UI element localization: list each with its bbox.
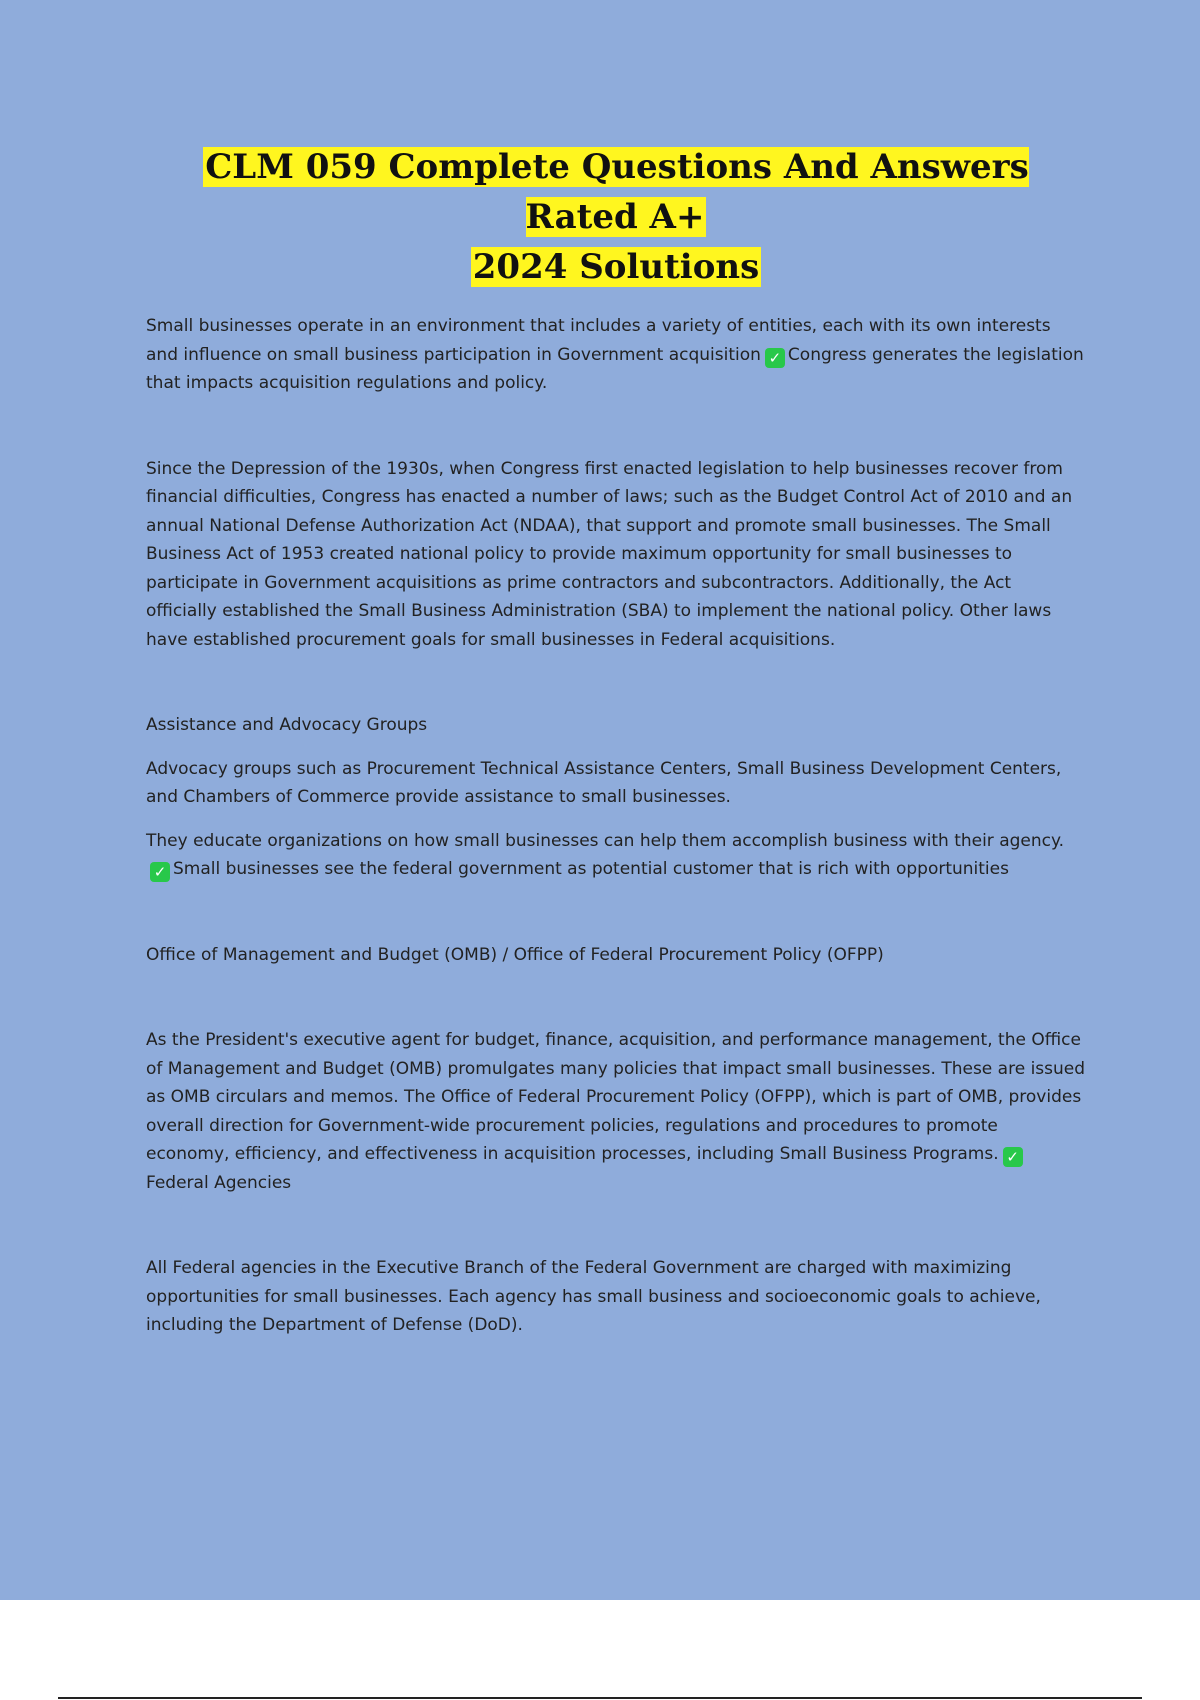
qa-paragraph-2 [146, 827, 1086, 884]
answer-text: Congress generates the legislation that impacts acquisition regulations and policy. [146, 344, 1084, 393]
document-title [146, 142, 1086, 292]
check-mark-icon: ✓ [765, 348, 785, 368]
check-mark-icon: ✓ [150, 862, 170, 882]
question-text: They educate organizations on how small businesses can help them accomplish business with their agency. [146, 830, 1065, 851]
paragraph-congress-laws: Since the Depression of the 1930s, when Congress first enacted legislation to help businesses recover from financial difficulties, Congress has enacted a number of laws; such as the Budget Control Act of 2010 and an annual National Defense Authorization Act (NDAA), that support and promote small businesses. The Small Business Act of 1953 created national policy to provide maximum opportunity for small businesses to participate in Government acquisitions as prime contractors and subcontractors. Additionally, the Act officially established the Small Business Administration (SBA) to implement the national policy. Other laws have established procurement goals for small businesses in Federal acquisitions. [146, 458, 1073, 650]
title-line-2: 2024 Solutions [472, 247, 760, 287]
section-heading-omb: Office of Management and Budget (OMB) / Office of Federal Procurement Policy (OFPP) [146, 944, 884, 965]
check-mark-icon: ✓ [1003, 1147, 1023, 1167]
answer-text: Federal Agencies [146, 1172, 292, 1193]
paragraph-advocacy-groups: Advocacy groups such as Procurement Technical Assistance Centers, Small Business Development Centers, and Chambers of Commerce provide assistance to small businesses. [146, 758, 1062, 807]
document-body [146, 142, 1086, 1340]
title-line-1: CLM 059 Complete Questions And Answers Rated A+ [205, 147, 1029, 237]
qa-paragraph-1 [146, 312, 1086, 398]
question-text: As the President's executive agent for budget, finance, acquisition, and performance management, the Office of Management and Budget (OMB) promulgates many policies that impact small businesses. These are issued as OMB circulars and memos. The Office of Federal Procurement Policy (OFPP), which is part of OMB, provides overall direction for Government-wide procurement policies, regulations and procedures to promote economy, efficiency, and effectiveness in acquisition processes, including Small Business Programs. [146, 1030, 1086, 1164]
answer-text: Small businesses see the federal government as potential customer that is rich with opportunities [173, 859, 1009, 879]
footer-divider [58, 1697, 1142, 1699]
question-text: Small businesses operate in an environment that includes a variety of entities, each with its own interests and influence on small business participation in Government acquisition [146, 316, 1051, 365]
paragraph-federal-agencies: All Federal agencies in the Executive Branch of the Federal Government are charged with maximizing opportunities for small businesses. Each agency has small business and socioeconomic goals to achieve, including the Department of Defense (DoD). [146, 1258, 1041, 1335]
qa-paragraph-3 [146, 1026, 1086, 1197]
section-heading-advocacy: Assistance and Advocacy Groups [146, 715, 428, 735]
